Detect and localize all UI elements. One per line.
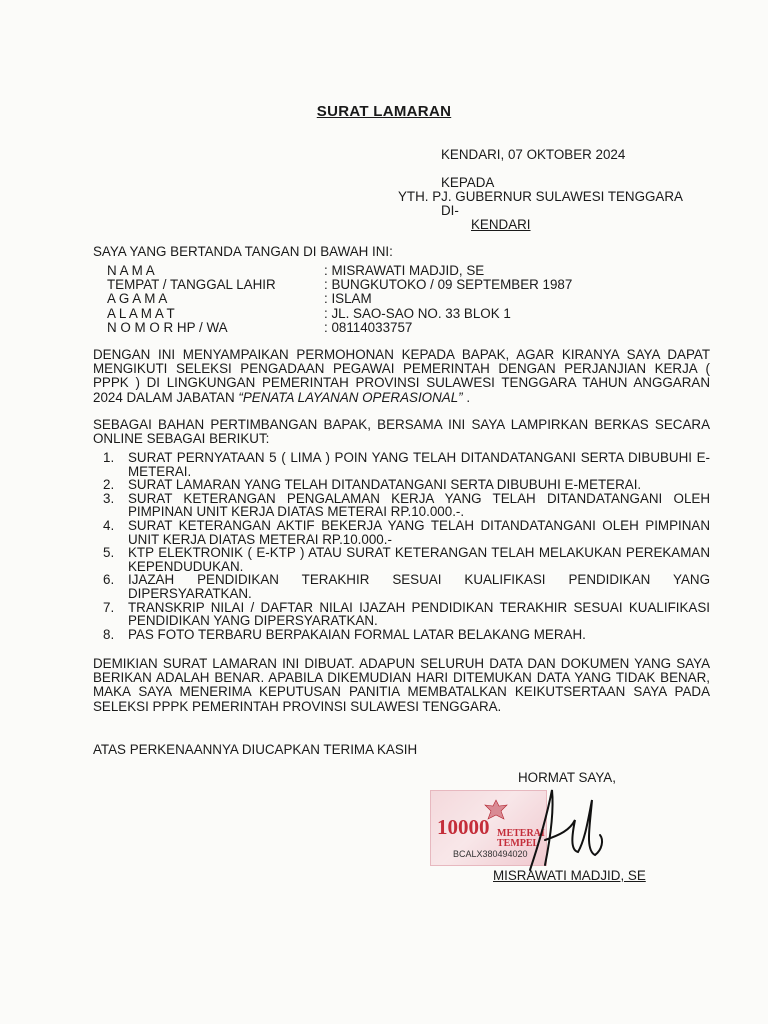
item-text: PAS FOTO TERBARU BERPAKAIAN FORMAL LATAR BELAKANG MERAH.	[128, 626, 586, 642]
item-number: 1.	[103, 450, 115, 465]
letter-title	[0, 103, 768, 120]
list-item	[103, 478, 710, 492]
place-date: KENDARI, 07 OKTOBER 2024	[441, 147, 626, 162]
list-item	[103, 573, 710, 600]
identity-value: : BUNGKUTOKO / 09 SEPTEMBER 1987	[324, 277, 573, 293]
signer-name: MISRAWATI MADJID, SE	[493, 868, 646, 883]
identity-label: A G A M A	[107, 291, 168, 307]
item-text: TRANSKRIP NILAI / DAFTAR NILAI IJAZAH PENDIDIKAN TERAKHIR SESUAI KUALIFIKASI PENDIDIKAN YANG DIPERSYARATKAN.	[128, 599, 710, 629]
item-number: 2.	[103, 477, 115, 493]
list-item	[103, 628, 710, 642]
identity-value: : JL. SAO-SAO NO. 33 BLOK 1	[324, 305, 511, 321]
item-text: SURAT PERNYATAAN 5 ( LIMA ) POIN YANG TELAH DITANDATANGANI SERTA DIBUBUHI E-METERAI.	[128, 450, 710, 479]
stamp-label-top: METERAI	[497, 828, 545, 839]
recipient-di: DI-	[441, 203, 459, 218]
identity-value: : ISLAM	[324, 291, 372, 307]
title-text: SURAT LAMARAN	[316, 103, 452, 120]
stamp-code: BCALX380494020	[453, 849, 528, 859]
item-number: 8.	[103, 626, 115, 642]
item-text: SURAT LAMARAN YANG TELAH DITANDATANGANI SERTA DIBUBUHI E-METERAI.	[128, 477, 642, 493]
identity-value: : 08114033757	[324, 319, 413, 335]
attachments-list	[103, 451, 710, 641]
recipient-kepada: KEPADA	[441, 175, 495, 190]
application-paragraph	[93, 348, 710, 405]
item-number: 4.	[103, 517, 115, 533]
handwritten-signature	[500, 780, 610, 880]
identity-value: : MISRAWATI MADJID, SE	[324, 263, 485, 278]
stamp-value: 10000	[437, 815, 490, 839]
identity-label: N A M A	[107, 263, 155, 278]
closing-statement: DEMIKIAN SURAT LAMARAN INI DIBUAT. ADAPUN SELURUH DATA DAN DOKUMEN YANG SAYA BERIKAN ADALAH BENAR. APABILA DIKEMUDIAN HARI DITEMUKAN DATA YANG TIDAK BENAR, MAKA SAYA MENERIMA KEPUTUSAN PANITIA MEMBATALKAN KEIKUTSERTAAN SAYA PADA SELEKSI PPPK PEMERINTAH PROVINSI SULAWESI TENGGARA.	[93, 656, 710, 714]
identity-row	[107, 307, 572, 321]
stamp-label-bottom: TEMPEL	[497, 838, 540, 849]
application-end: .	[462, 389, 471, 405]
identity-label: A L A M A T	[107, 305, 175, 321]
attachments-intro: SEBAGAI BAHAN PERTIMBANGAN BAPAK, BERSAMA INI SAYA LAMPIRKAN BERKAS SECARA ONLINE SEBAGAI BERIKUT:	[93, 417, 710, 447]
list-item	[103, 492, 710, 519]
thanks-text: ATAS PERKENAANNYA DIUCAPKAN TERIMA KASIH	[93, 742, 418, 757]
item-number: 7.	[103, 599, 115, 615]
item-text: KTP ELEKTRONIK ( E-KTP ) ATAU SURAT KETERANGAN TELAH MELAKUKAN PEREKAMAN KEPENDUDUKAN.	[128, 545, 710, 574]
list-item	[103, 546, 710, 573]
identity-label: N O M O R HP / WA	[107, 319, 228, 335]
recipient-yth: YTH. PJ. GUBERNUR SULAWESI TENGGARA	[398, 189, 683, 204]
item-text: SURAT KETERANGAN AKTIF BEKERJA YANG TELAH DITANDATANGANI OLEH PIMPINAN UNIT KERJA DIATAS METERAI RP.10.000.-	[128, 517, 710, 547]
identity-block	[107, 264, 572, 335]
position-title: “PENATA LAYANAN OPERASIONAL”	[238, 389, 463, 405]
list-item	[103, 451, 710, 478]
item-number: 5.	[103, 545, 115, 561]
identity-row	[107, 321, 572, 335]
identity-row	[107, 264, 572, 278]
item-text: SURAT KETERANGAN PENGALAMAN KERJA YANG TELAH DITANDATANGANI OLEH PIMPINAN UNIT KERJA DIATAS METERAI RP.10.000.-.	[128, 490, 710, 520]
intro-text: SAYA YANG BERTANDA TANGAN DI BAWAH INI:	[93, 244, 393, 259]
identity-row	[107, 278, 572, 292]
item-text: IJAZAH PENDIDIKAN TERAKHIR SESUAI KUALIFIKASI PENDIDIKAN YANG DIPERSYARATKAN.	[128, 572, 710, 601]
list-item	[103, 519, 710, 546]
regards-text: HORMAT SAYA,	[518, 770, 616, 785]
item-number: 3.	[103, 490, 115, 506]
identity-row	[107, 292, 572, 306]
recipient-city: KENDARI	[471, 217, 531, 232]
application-text: DENGAN INI MENYAMPAIKAN PERMOHONAN KEPADA BAPAK, AGAR KIRANYA SAYA DAPAT MENGIKUTI SELEKSI PENGADAAN PEGAWAI PEMERINTAH DENGAN PERJANJIAN KERJA ( PPPK ) DI LINGKUNGAN PEMERINTAH PROVINSI SULAWESI TENGGARA TAHUN ANGGARAN 2024 DALAM JABATAN	[93, 347, 710, 405]
list-item	[103, 601, 710, 628]
item-number: 6.	[103, 572, 115, 588]
identity-label: TEMPAT / TANGGAL LAHIR	[107, 277, 276, 293]
